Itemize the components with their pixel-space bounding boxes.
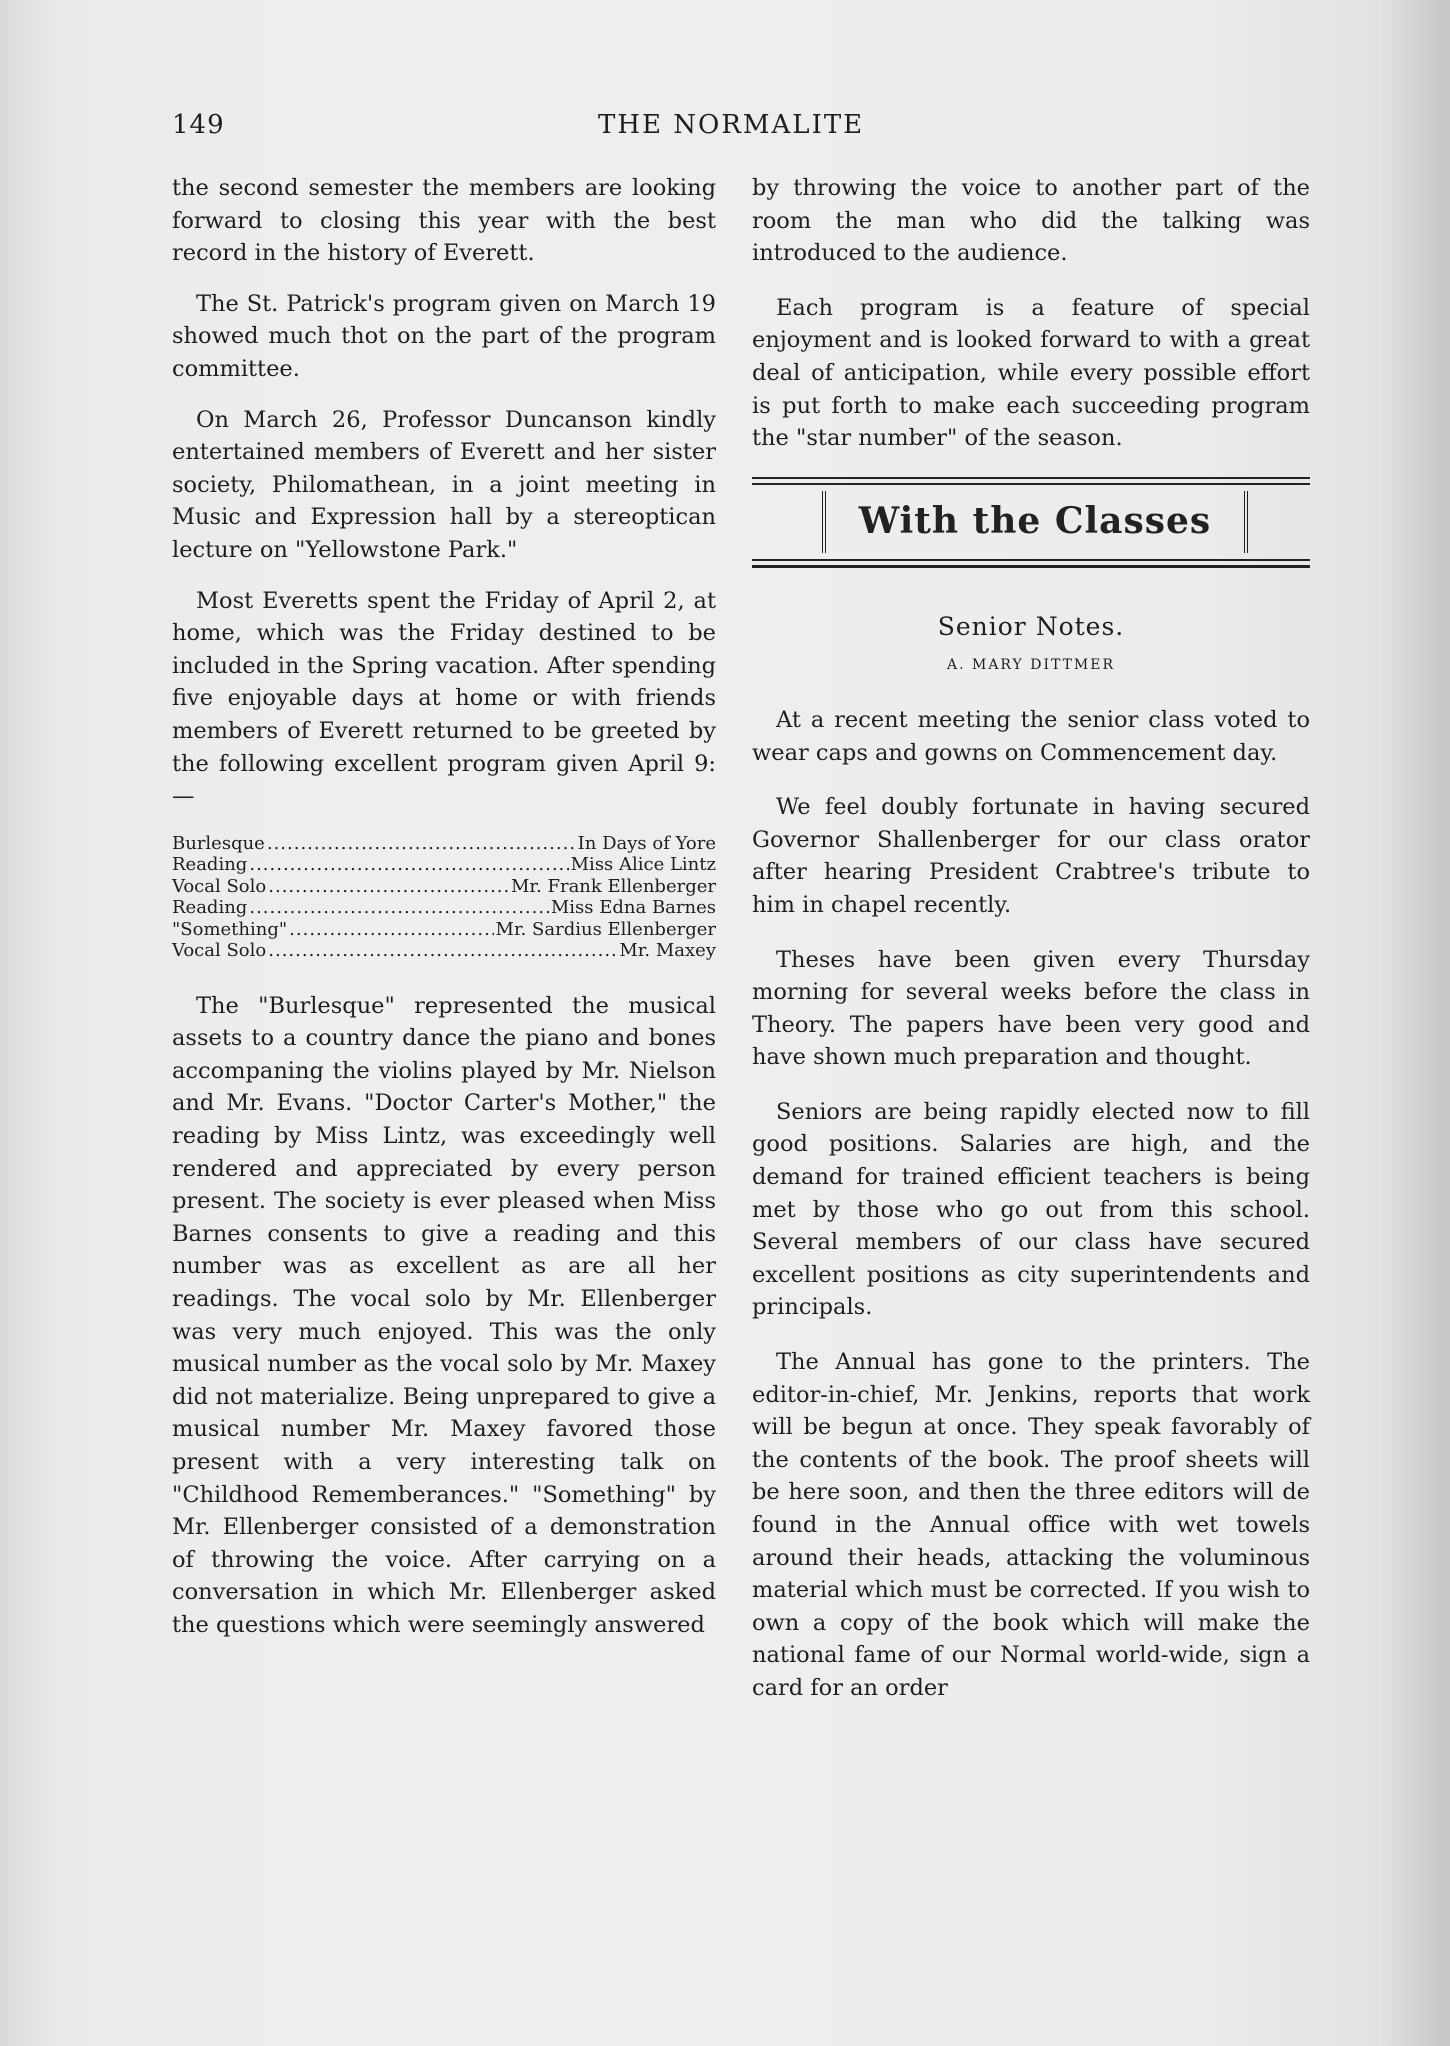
author-byline: A. MARY DITTMER [946, 657, 1116, 674]
program-row [172, 854, 716, 876]
paragraph: Most Everetts spent the Friday of April 2, at home, which was the Friday destined to be included in the Spring vacation. After spending five enjoyable days at home or with friends members of Everett returned to be greeted by the following excellent program given April 9:— [172, 587, 716, 810]
program-row [172, 833, 716, 855]
program-performer: Mr. Frank Ellenberger [510, 875, 716, 897]
paragraph: Each program is a feature of special enjoyment and is looked forward to with a great deal of anticipation, while every possible effort is put forth to make each succeeding program the "star number" of the season. [752, 294, 1310, 452]
program-row [172, 876, 716, 898]
banner-rule [752, 477, 1310, 479]
program-row [172, 897, 716, 919]
program-performer: Mr. Sardius Ellenberger [495, 918, 716, 940]
leader-dots [289, 919, 493, 941]
program-performer: Miss Alice Lintz [570, 854, 716, 876]
paragraph: Seniors are being rapidly elected now to fill good positions. Salaries are high, and the demand for trained efficient teachers is being met by those who go out from this school. Several members of our class have secured excellent positions as city superintendents and principals. [752, 1098, 1310, 1321]
program-performer: Miss Edna Barnes [550, 897, 716, 919]
paragraph: the second semester the members are looking forward to closing this year with the best record in the history of Everett. [172, 175, 716, 267]
program-performer: Mr. Maxey [619, 940, 716, 962]
paragraph: by throwing the voice to another part of the room the man who did the talking was introduced to the audience. [752, 175, 1310, 267]
left-column [172, 172, 716, 1660]
paragraph: On March 26, Professor Duncanson kindly entertained members of Everett and her sister society, Philomathean, in a joint meeting in Music and Expression hall by a stereoptican lecture on "Yellowstone Park." [172, 406, 716, 563]
program-item: Reading [172, 897, 248, 919]
leader-dots [249, 854, 568, 876]
banner-box [822, 491, 1248, 553]
leader-dots [267, 833, 576, 855]
program-item: Burlesque [172, 832, 265, 854]
program-list [172, 833, 716, 962]
paragraph: The "Burlesque" represented the musical assets to a country dance the piano and bones accompaning the violins played by Mr. Nielson and Mr. Evans. "Doctor Carter's Mother," the reading by Miss Lintz, was exceedingly well rendered and appreciated by every person present. The society is ever pleased when Miss Barnes consents to give a reading and this number was as excellent as are all her readings. The vocal solo by Mr. Ellenberger was very much enjoyed. This was the only musical number as the vocal solo by Mr. Maxey did not materialize. Being unprepared to give a musical number Mr. Maxey favored those present with a very interesting talk on "Childhood Rememberances." "Something" by Mr. Ellenberger consisted of a demonstration of throwing the voice. After carrying on a conversation in which Mr. Ellenberger asked the questions which were seemingly answered [172, 992, 716, 1638]
section-banner [752, 477, 1310, 589]
page-number: 149 [172, 110, 225, 140]
leader-dots [249, 897, 549, 919]
section-title: Senior Notes. [937, 611, 1125, 641]
paragraph: At a recent meeting the senior class voted to wear caps and gowns on Commencement day. [752, 706, 1310, 766]
program-item: Vocal Solo [172, 940, 267, 962]
program-row [172, 919, 716, 941]
paragraph: Theses have been given every Thursday morning for several weeks before the class in Theory. The papers have been very good and have shown much preparation and thought. [752, 946, 1310, 1071]
banner-rule [752, 483, 1310, 485]
right-column [752, 172, 1310, 1727]
program-item: "Something" [172, 918, 288, 940]
paragraph: The Annual has gone to the printers. The editor-in-chief, Mr. Jenkins, reports that work will be begun at once. They speak favorably of the contents of the book. The proof sheets will be here soon, and then the three editors will de found in the Annual office with wet towels around their heads, attacking the voluminous material which must be corrected. If you wish to own a copy of the book which will make the national fame of our Normal world-wide, sign a card for an order [752, 1349, 1310, 1701]
program-item: Reading [172, 854, 248, 876]
banner-rule [752, 559, 1310, 561]
leader-dots [268, 940, 617, 962]
program-item: Vocal Solo [172, 875, 267, 897]
program-row [172, 940, 716, 962]
journal-title: THE NORMALITE [598, 110, 865, 140]
banner-rule [752, 565, 1310, 568]
leader-dots [268, 876, 509, 898]
paragraph: The St. Patrick's program given on March 19 showed much thot on the part of the program committee. [172, 290, 716, 382]
paragraph: We feel doubly fortunate in having secured Governor Shallenberger for our class orator after hearing President Crabtree's tribute to him in chapel recently. [752, 794, 1310, 918]
banner-title: With the Classes [858, 500, 1212, 543]
page-header [172, 110, 1312, 150]
program-performer: In Days of Yore [577, 832, 716, 854]
